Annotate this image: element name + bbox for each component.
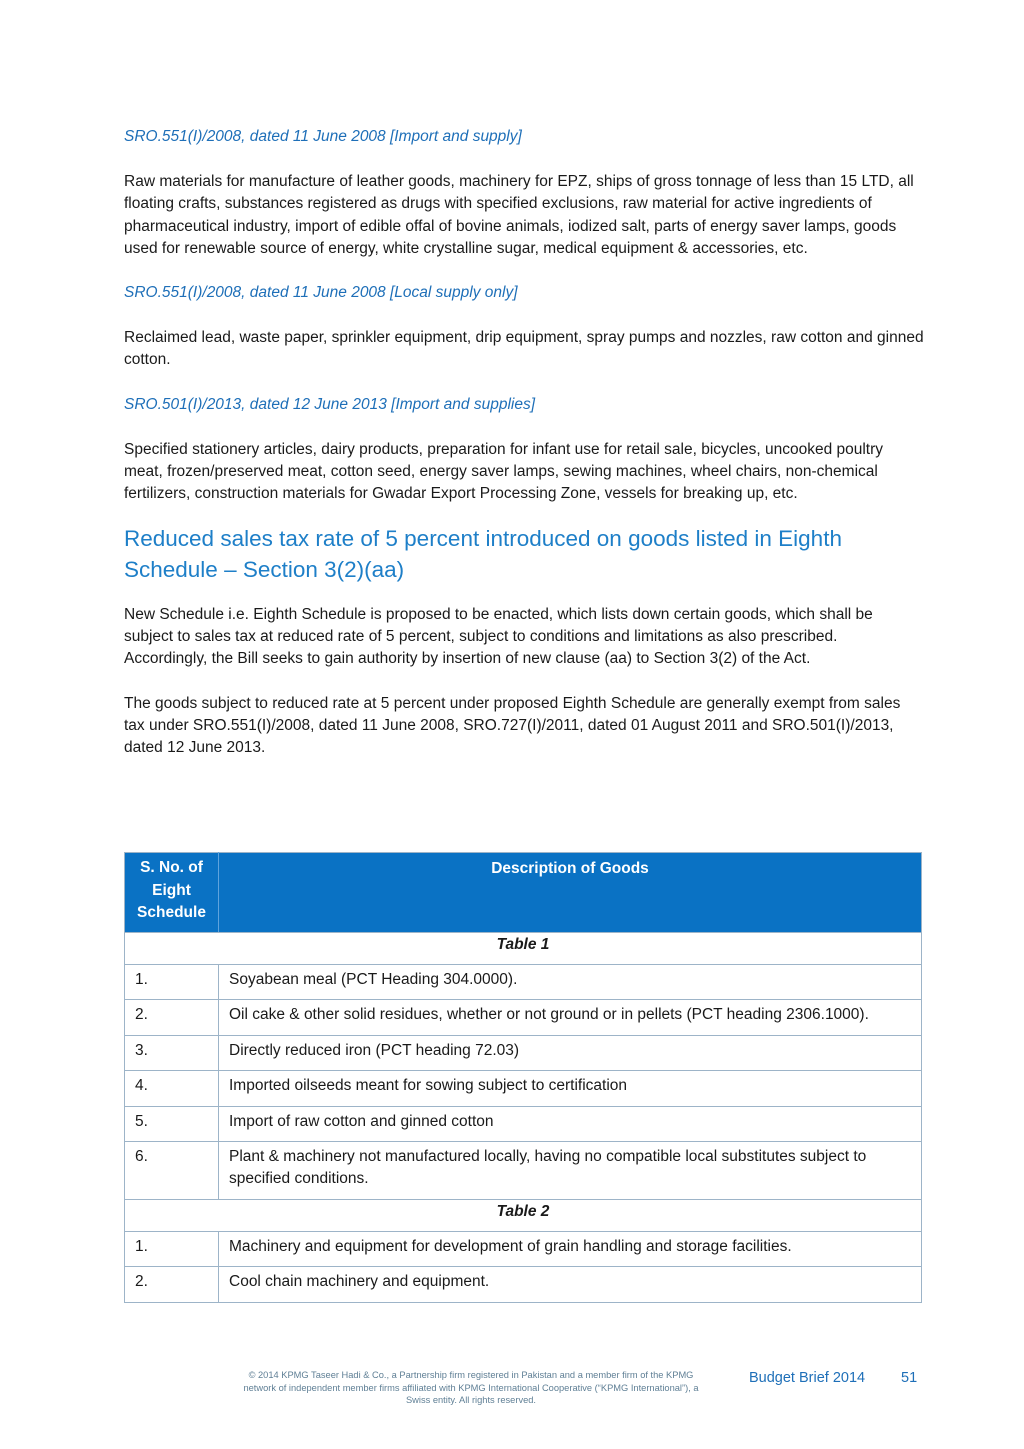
column-header-description bbox=[219, 853, 922, 933]
footer-copyright: © 2014 KPMG Taseer Hadi & Co., a Partnership firm registered in Pakistan and a member firm of the KPMG network of independent member firms affiliated with KPMG International Cooperative (“KPMG International”), a Swiss entity. All rights reserved. bbox=[243, 1370, 699, 1405]
table-row bbox=[125, 1106, 922, 1141]
column-header-description-label: Description of Goods bbox=[491, 860, 649, 877]
row-description: Directly reduced iron (PCT heading 72.03) bbox=[219, 1035, 922, 1070]
table-row bbox=[125, 1142, 922, 1200]
row-number: 2. bbox=[125, 1267, 219, 1302]
row-number: 1. bbox=[125, 965, 219, 1000]
table-row bbox=[125, 1071, 922, 1106]
table-row bbox=[125, 1000, 922, 1035]
column-header-sno-label: S. No. of Eight Schedule bbox=[137, 859, 206, 921]
sro-2-title: SRO.551(I)/2008, dated 11 June 2008 [Local supply only] bbox=[124, 284, 518, 302]
row-description: Import of raw cotton and ginned cotton bbox=[219, 1106, 922, 1141]
table-row bbox=[125, 1231, 922, 1266]
table-1-label bbox=[125, 933, 922, 965]
sro-1-body: Raw materials for manufacture of leather goods, machinery for EPZ, ships of gross tonnage of less than 15 LTD, all floating crafts, substances registered as drugs with specified exclusions, raw material for active ingredients of pharmaceutical industry, import of edible offal of bovine animals, iodized salt, parts of energy saver lamps, goods used for renewable source of energy, white crystalline sugar, medical equipment & accessories, etc. bbox=[124, 173, 914, 257]
row-number: 4. bbox=[125, 1071, 219, 1106]
row-description: Machinery and equipment for development of grain handling and storage facilities. bbox=[219, 1231, 922, 1266]
table-1-label-text: Table 1 bbox=[496, 936, 550, 953]
paragraph-exempt-goods: The goods subject to reduced rate at 5 percent under proposed Eighth Schedule are generally exempt from sales tax under SRO.551(I)/2008, dated 11 June 2008, SRO.727(I)/2011, dated 01 August 2011 and SRO.501(I)/2013, dated 12 June 2013. bbox=[124, 694, 901, 757]
sro-3-body: Specified stationery articles, dairy products, preparation for infant use for retail sale, bicycles, uncooked poultry meat, frozen/preserved meat, cotton seed, energy saver lamps, sewing machines, wheel chairs, non-chemical fertilizers, construction materials for Gwadar Export Processing Zone, vessels for breaking up, etc. bbox=[124, 440, 884, 503]
section-heading: Reduced sales tax rate of 5 percent introduced on goods listed in Eighth Schedule – Section 3(2)(aa) bbox=[124, 525, 842, 582]
row-description: Imported oilseeds meant for sowing subject to certification bbox=[219, 1071, 922, 1106]
row-number: 5. bbox=[125, 1106, 219, 1141]
row-number: 6. bbox=[125, 1142, 219, 1200]
row-number: 1. bbox=[125, 1231, 219, 1266]
table-row bbox=[125, 965, 922, 1000]
table-1-label-row bbox=[125, 933, 922, 965]
row-description: Plant & machinery not manufactured locally, having no compatible local substitutes subject to specified conditions. bbox=[219, 1142, 922, 1200]
table-2-label bbox=[125, 1199, 922, 1231]
row-description: Cool chain machinery and equipment. bbox=[219, 1267, 922, 1302]
row-description: Soyabean meal (PCT Heading 304.0000). bbox=[219, 965, 922, 1000]
paragraph-eighth-schedule: New Schedule i.e. Eighth Schedule is proposed to be enacted, which lists down certain goods, which shall be subject to sales tax at reduced rate of 5 percent, subject to conditions and limitations as also prescribed. Accordingly, the Bill seeks to gain authority by insertion of new clause (aa) to Section 3(2) of the Act. bbox=[124, 605, 873, 668]
table-row bbox=[125, 1267, 922, 1302]
table-2-label-text: Table 2 bbox=[496, 1202, 550, 1220]
sro-3-title: SRO.501(I)/2013, dated 12 June 2013 [Import and supplies] bbox=[124, 395, 536, 413]
table-2-label-row bbox=[125, 1199, 922, 1231]
row-number: 2. bbox=[125, 1000, 219, 1035]
row-description: Oil cake & other solid residues, whether or not ground or in pellets (PCT heading 2306.1000). bbox=[219, 1000, 922, 1035]
goods-table bbox=[124, 852, 922, 1303]
column-header-sno bbox=[125, 853, 219, 933]
document-body bbox=[124, 126, 924, 759]
footer-brief-title: Budget Brief 2014 bbox=[749, 1370, 866, 1386]
table-header-row bbox=[125, 853, 922, 933]
sro-2-body: Reclaimed lead, waste paper, sprinkler equipment, drip equipment, spray pumps and nozzles, raw cotton and ginned cotton. bbox=[124, 329, 924, 369]
table-row bbox=[125, 1035, 922, 1070]
row-number: 3. bbox=[125, 1035, 219, 1070]
page-number: 51 bbox=[901, 1370, 918, 1386]
sro-1-title: SRO.551(I)/2008, dated 11 June 2008 [Import and supply] bbox=[124, 128, 522, 145]
